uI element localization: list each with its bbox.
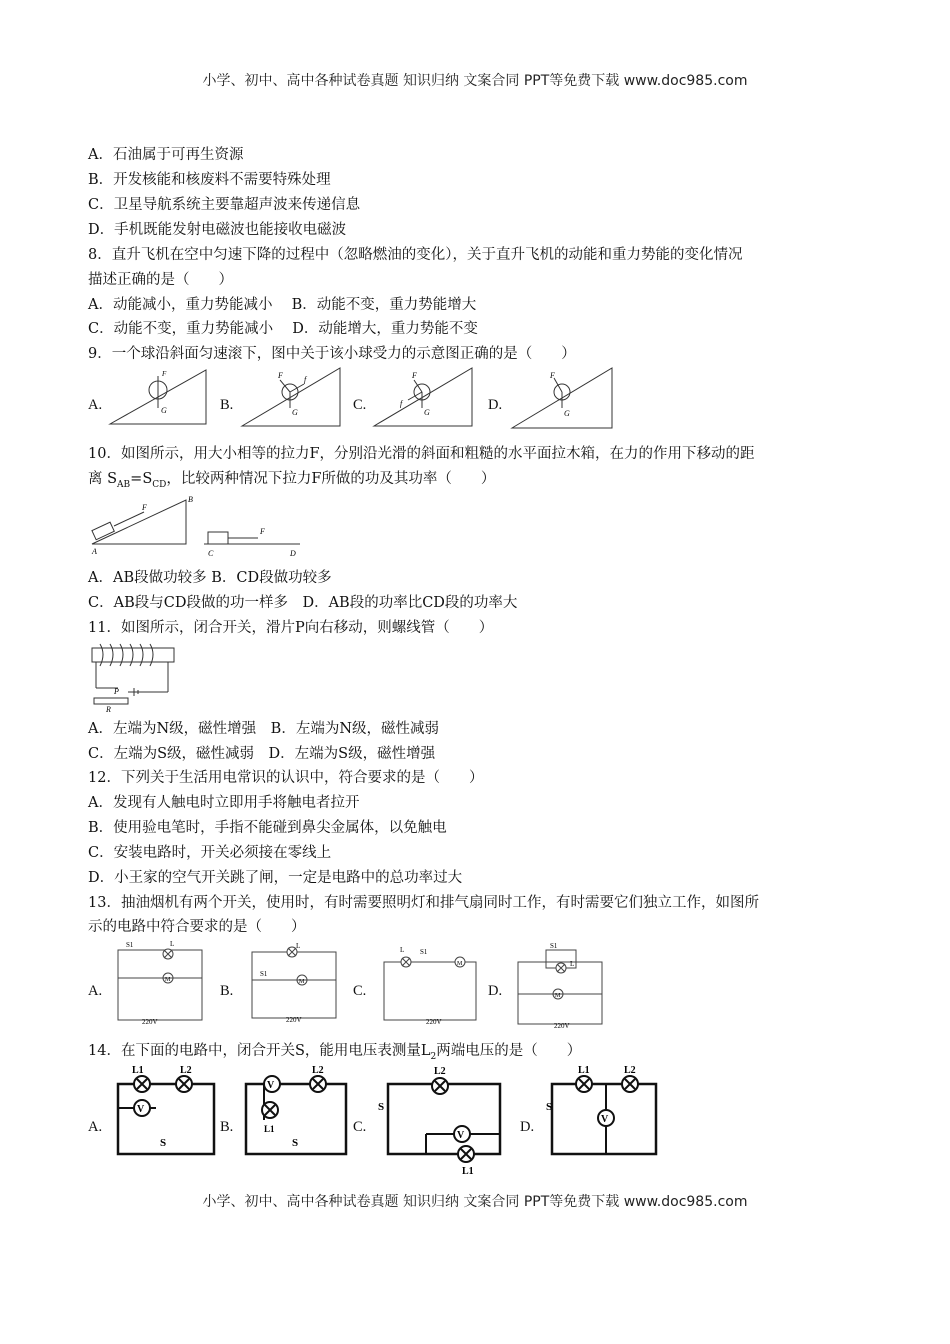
- q14-stem-part1: 14．在下面的电路中，闭合开关S，能用电压表测量L: [88, 1043, 431, 1059]
- q13-d-motor-label: M: [555, 993, 561, 999]
- q8-options-ab: A．动能减小，重力势能减小 B．动能不变，重力势能增大: [88, 297, 477, 313]
- q10-subscript-cd: CD: [152, 479, 167, 490]
- q11-figure: [88, 642, 180, 712]
- q14-b-voltmeter-label: V: [267, 1080, 275, 1091]
- q13-a-voltage-label: 220V: [142, 1018, 158, 1026]
- q13-circuit-c: [380, 942, 480, 1024]
- q9-figure-b: [240, 366, 344, 430]
- q13-d-switch-label: S1: [550, 942, 558, 950]
- q7-option-b: B．开发核能和核废料不需要特殊处理: [88, 172, 331, 188]
- q14-stem-part2: 两端电压的是（ ）: [436, 1043, 582, 1059]
- q9-figure-d: [510, 366, 616, 432]
- q14-label-c: C.: [353, 1119, 367, 1135]
- q13-label-d: D.: [488, 983, 503, 999]
- q13-b-motor-label: M: [299, 979, 305, 985]
- q7-option-a: A．石油属于可再生资源: [88, 147, 244, 163]
- q10-point-b: B: [188, 495, 193, 504]
- q9-d-gravity-label: G: [564, 409, 570, 418]
- q13-a-motor-label: M: [165, 977, 171, 983]
- q14-stem: [88, 1042, 581, 1066]
- q14-a-l2-label: L2: [180, 1065, 192, 1076]
- q11-options-cd: C．左端为S级，磁性减弱 D．左端为S级，磁性增强: [88, 746, 436, 762]
- q9-c-gravity-label: G: [424, 408, 430, 417]
- q14-label-d: D.: [520, 1119, 535, 1135]
- q13-c-voltage-label: 220V: [426, 1018, 442, 1026]
- q14-c-l2-label: L2: [434, 1066, 446, 1077]
- q14-label-b: B.: [220, 1119, 234, 1135]
- q12-option-b: B．使用验电笔时，手指不能碰到鼻尖金属体，以免触电: [88, 820, 447, 836]
- q9-b-force-f-label: F: [278, 371, 283, 380]
- q12-option-a: A．发现有人触电时立即用手将触电者拉开: [88, 795, 360, 811]
- q9-figure-a: [108, 366, 210, 428]
- q13-circuit-a: [112, 940, 208, 1024]
- q10-force-f-slope: F: [142, 503, 147, 512]
- q9-d-force-f-label: F: [550, 371, 555, 380]
- q12-stem: 12．下列关于生活用电常识的认识中，符合要求的是（ ）: [88, 770, 484, 786]
- q10-stem-part1: 离 S: [88, 471, 118, 487]
- page-header: 小学、初中、高中各种试卷真题 知识归纳 文案合同 PPT等免费下载 www.doc985.com: [202, 73, 748, 89]
- q13-circuit-d: [514, 938, 606, 1028]
- page-footer: 小学、初中、高中各种试卷真题 知识归纳 文案合同 PPT等免费下载 www.doc985.com: [202, 1194, 748, 1210]
- q13-d-voltage-label: 220V: [554, 1022, 570, 1030]
- q14-a-voltmeter-label: V: [137, 1104, 145, 1115]
- q14-a-l1-label: L1: [132, 1065, 144, 1076]
- q13-a-switch-label: S1: [126, 941, 134, 949]
- q14-circuit-a: [112, 1064, 220, 1160]
- q14-b-switch-label: S: [292, 1137, 299, 1149]
- q11-stem: 11．如图所示，闭合开关，滑片P向右移动，则螺线管（ ）: [88, 620, 494, 636]
- q10-subscript-ab: AB: [117, 479, 131, 490]
- q11-options-ab: A．左端为N级，磁性增强 B．左端为N级，磁性减弱: [88, 721, 440, 737]
- q13-stem: 13．抽油烟机有两个开关，使用时，有时需要照明灯和排气扇同时工作，有时需要它们独立工作，如图所: [88, 895, 759, 911]
- q9-a-force-f-label: F: [162, 370, 167, 378]
- q14-d-l2-label: L2: [624, 1065, 636, 1076]
- q10-point-d: D: [290, 549, 296, 558]
- q14-circuit-c: [374, 1064, 506, 1176]
- q8-options-cd: C．动能不变，重力势能减小 D．动能增大，重力势能不变: [88, 321, 478, 337]
- q7-option-c: C．卫星导航系统主要靠超声波来传递信息: [88, 197, 361, 213]
- q14-d-l1-label: L1: [578, 1065, 590, 1076]
- q13-a-lamp-label: L: [170, 940, 175, 948]
- q14-d-voltmeter-label: V: [601, 1114, 609, 1125]
- q10-stem-part2: ，比较两种情况下拉力F所做的功及其功率（ ）: [166, 471, 496, 487]
- q10-figure: [88, 492, 308, 562]
- q9-stem: 9．一个球沿斜面匀速滚下，图中关于该小球受力的示意图正确的是（ ）: [88, 346, 576, 362]
- q13-b-voltage-label: 220V: [286, 1016, 302, 1024]
- q9-b-gravity-label: G: [292, 408, 298, 417]
- q10-options-ab: A．AB段做功较多 B．CD段做功较多: [88, 570, 332, 586]
- q9-b-friction-label: f: [304, 375, 307, 384]
- q9-figure-c: [372, 366, 476, 430]
- q9-label-b: B.: [220, 397, 234, 413]
- q11-resistor-r-label: R: [106, 705, 111, 714]
- q9-label-d: D.: [488, 397, 503, 413]
- q8-stem-cont: 描述正确的是（ ）: [88, 272, 233, 288]
- q13-stem-cont: 示的电路中符合要求的是（ ）: [88, 919, 306, 935]
- q10-point-a: A: [92, 547, 97, 556]
- q14-b-l1-label: L1: [264, 1124, 275, 1134]
- q14-c-l1-label: L1: [462, 1166, 474, 1177]
- q14-label-a: A.: [88, 1119, 103, 1135]
- q13-label-c: C.: [353, 983, 367, 999]
- q10-options-cd: C．AB段与CD段做的功一样多 D．AB段的功率比CD段的功率大: [88, 595, 518, 611]
- q13-c-lamp-label: L: [400, 946, 405, 954]
- q10-stem: 10．如图所示，用大小相等的拉力F，分别沿光滑的斜面和粗糙的水平面拉木箱，在力的作用下移动的距: [88, 446, 755, 462]
- q9-c-force-f-label: F: [412, 371, 417, 380]
- q9-a-gravity-label: G: [161, 406, 167, 415]
- q14-circuit-d: [544, 1064, 664, 1160]
- q7-option-d: D．手机既能发射电磁波也能接收电磁波: [88, 222, 347, 238]
- q13-c-motor-label: M: [457, 961, 463, 967]
- q14-d-switch-label: S: [546, 1101, 553, 1113]
- q10-point-c: C: [208, 549, 214, 558]
- q13-d-lamp-label: L: [570, 960, 575, 968]
- q14-b-l2-label: L2: [312, 1065, 324, 1076]
- q13-b-lamp-label: L: [296, 942, 301, 950]
- q14-subscript-2: 2: [430, 1051, 437, 1062]
- q10-equals: =S: [130, 471, 153, 487]
- q9-c-friction-label: f: [400, 399, 403, 408]
- q14-circuit-b: [240, 1064, 352, 1160]
- q12-option-d: D．小王家的空气开关跳了闸，一定是电路中的总功率过大: [88, 870, 463, 886]
- q14-c-switch-label: S: [378, 1101, 385, 1113]
- q10-stem-cont: [88, 470, 495, 494]
- q9-label-c: C.: [353, 397, 367, 413]
- q13-circuit-b: [246, 942, 342, 1024]
- q9-label-a: A.: [88, 397, 103, 413]
- q13-b-switch-label: S1: [260, 970, 268, 978]
- q13-c-switch-label: S1: [420, 948, 428, 956]
- q14-a-switch-label: S: [160, 1137, 167, 1149]
- q11-slider-p-label: P: [114, 687, 119, 696]
- q13-label-a: A.: [88, 983, 103, 999]
- q8-stem: 8．直升飞机在空中匀速下降的过程中（忽略燃油的变化），关于直升飞机的动能和重力势能的变化情况: [88, 247, 743, 263]
- q12-option-c: C．安装电路时，开关必须接在零线上: [88, 845, 332, 861]
- q13-label-b: B.: [220, 983, 234, 999]
- q14-c-voltmeter-label: V: [457, 1130, 465, 1141]
- q10-force-f-flat: F: [260, 527, 265, 536]
